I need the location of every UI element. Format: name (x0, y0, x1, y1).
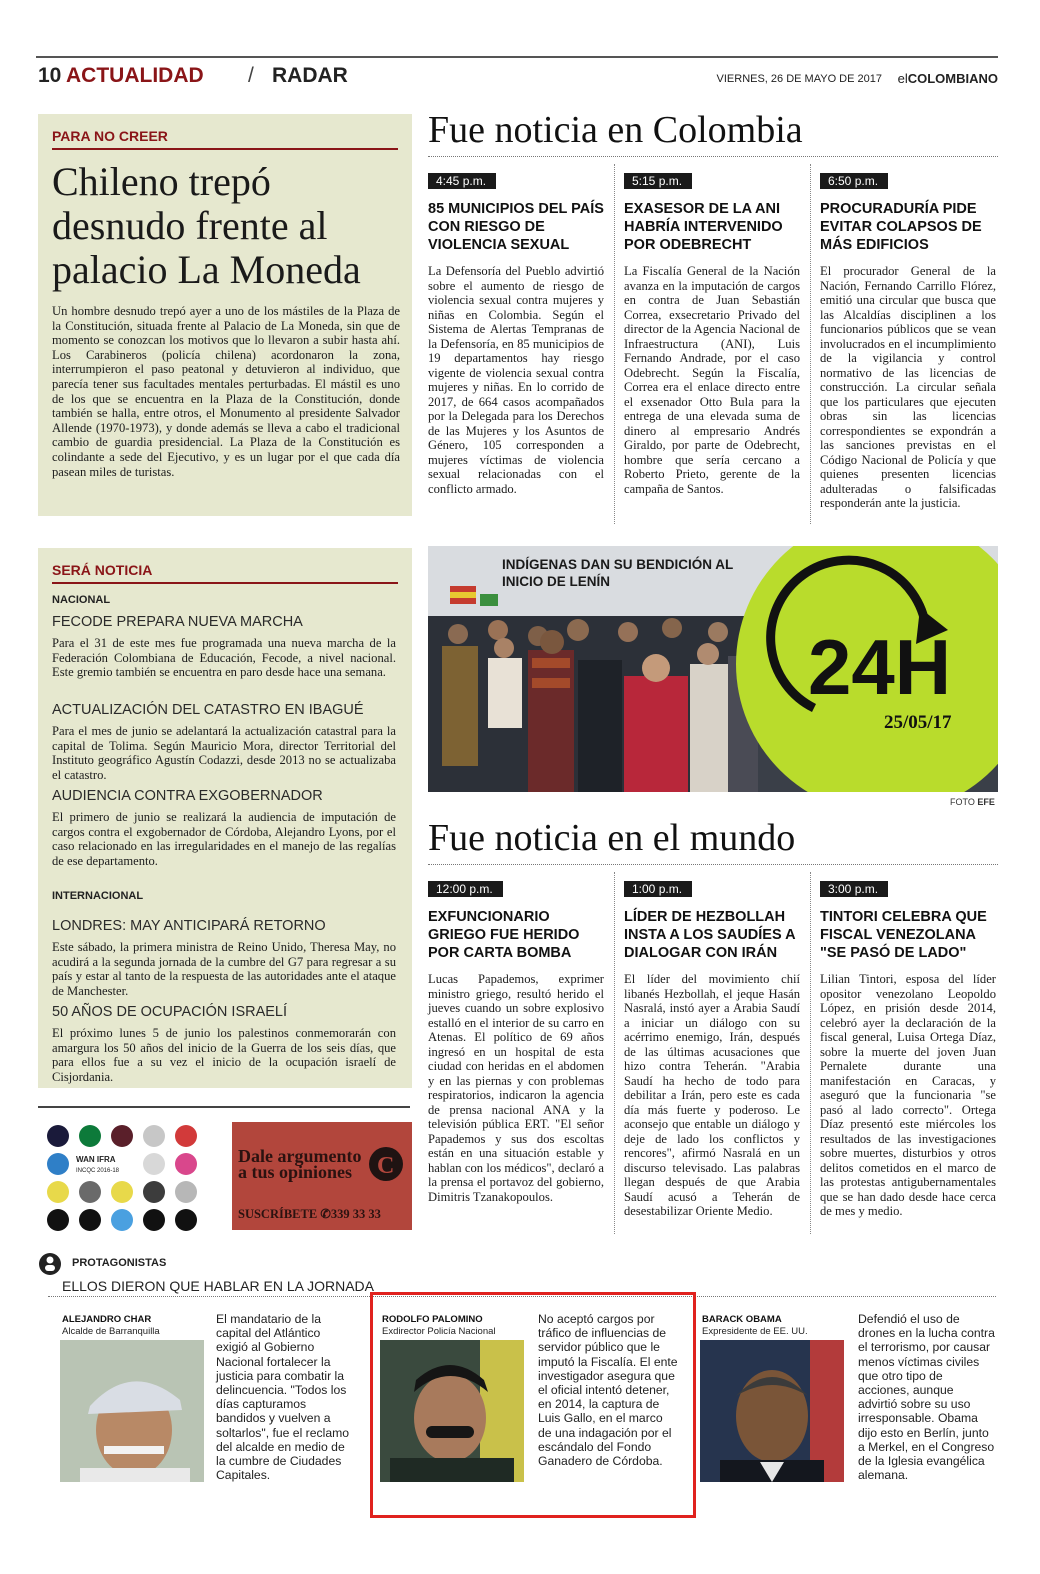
time-badge: 12:00 p.m. (428, 881, 503, 897)
time-badge: 6:50 p.m. (820, 173, 888, 189)
sera-noticia-box (38, 548, 412, 1088)
kicker-rule (52, 148, 398, 150)
ad-subscribe (238, 1206, 381, 1222)
news-body: La Defensoría del Pueblo advirtió sobre el aumento de riesgo de violencia sexual contra mujeres y niñas en Colombia. Según el Sistema de Alertas Tempranas de la Defensoría, en 85 municipios de 19 departamentos hay riesgo vigente de violencia sexual contra mujeres y niñas. En lo corrido de 2017, de 664 casos acompañados por la Delegada para los Derechos de las Mujeres y los Asuntos de Género, 105 corresponden a mujeres víctimas de violencia sexual relacionadas con el conflicto armado. (428, 264, 604, 496)
news-body: El procurador General de la Nación, Fernando Carrillo Flórez, emitió una circular que busca que las Alcaldías disciplinen a los funcionarios públicos que se vean involucrados en el incumplimiento de la vigilancia y control normativo de las licencias de construcción. La circular señala que los particulares que ejecuten obras sin las licencias correspondientes se expondrán a las sanciones previstas en el Código Nacional de Policía y que quienes presenten licencias adulteradas o falsificadas responderán ante la justicia. (820, 264, 996, 510)
head (697, 643, 719, 665)
para-no-creer-body: Un hombre desnudo trepó ayer a uno de los mástiles de la Plaza de la Constitución, situada frente al Palacio de La Moneda, sin que de momento se conozcan los motivos que lo llevaron a subir hasta ahí. Los Carabineros (policía chilena) acordonaron la zona, interrumpieron el paso peatonal y detuvieron al individuo, que parecía tener sus facultades mentales perturbadas. El mástil es uno de los que se encuentra en la Plaza de la Constitución, donde también se halla, entre otros, el Monumento al presidente Salvador Allende (1970-1973), y donde además se lleva a cabo el tradicional cambio de guardia presidencial. La Plaza de la Constitución es colindante a sede del Ejecutivo, y es un lugar por el que cada día pasean miles de turistas. (52, 304, 400, 479)
poncho-stripe (532, 678, 570, 688)
photo-credit-label: FOTO (950, 797, 975, 807)
color-dot (175, 1209, 197, 1231)
protagonistas-subtitle: ELLOS DIERON QUE HABLAR EN LA JORNADA (62, 1278, 374, 1294)
color-dot (47, 1209, 69, 1231)
protagonistas-kicker: PROTAGONISTAS (72, 1257, 167, 1269)
poncho-stripe (532, 658, 570, 668)
ad-slogan: Dale argumento a tus opiniones (238, 1146, 362, 1182)
news-body: Lucas Papademos, exprimer ministro griego, resultó herido el jueves cuando un sobre explosivo estalló en el interior de su carro en Atenas. El político de 69 años ingresó en un hospital de esta ciudad con heridas en el abdomen y en las piernas y con problemas respiratorios, indicaron la agencia de prensa nacional ANA y la televisión pública ERT. "El señor Papademos y sus dos escoltas están en una situación estable y hablan con los médicos", declaró a la prensa el portavoz del gobierno, Dimitris Tzanakopoulos. (428, 972, 604, 1204)
news-body: La Fiscalía General de la Nación avanza en la imputación de cargos en contra de Juan Sebastián Correa, exsecretario Privado del director de la Agencia Nacional de Infraestructura (ANI), Luis Fernando Andrade, por el caso Odebrecht. Según la Fiscalía, Correa era el enlace directo entre el exsenador Otto Bula para la entrega de una elevada suma de dinero al empresario Andrés Giraldo, por parte de Odebrecht, hombre que sería cercano a Roberto Prieto, gerente de la campaña de Santos. (624, 264, 800, 496)
flag-stripe (450, 592, 476, 598)
head (494, 638, 514, 658)
colombia-section-title: Fue noticia en Colombia (428, 109, 803, 151)
news-item (820, 172, 996, 511)
time-badge: 5:15 p.m. (624, 173, 692, 189)
news-headline: EXFUNCIONARIO GRIEGO FUE HERIDO POR CARTA BOMBA (428, 909, 580, 961)
protagonist-role: Alcalde de Barranquilla (62, 1326, 160, 1337)
color-dot (143, 1125, 165, 1147)
color-dot (143, 1181, 165, 1203)
page-header (36, 64, 998, 92)
para-no-creer-box (38, 114, 412, 516)
page-number: 10 (38, 64, 62, 87)
photo-credit-agency: EFE (977, 797, 995, 807)
column-separator (810, 872, 811, 1234)
print-color-control-strip (40, 1120, 220, 1232)
person-red (624, 676, 688, 792)
protagonist-name: BARACK OBAMA (702, 1314, 782, 1325)
highlight-box (370, 1292, 696, 1518)
photo-credit (950, 797, 995, 807)
alejandro-char-photo (60, 1340, 204, 1482)
sn-body: Para el 31 de este mes fue programada una nueva marcha de la Federación Colombiana de Educación, Fecode, a nivel nacional. Este gremio también se encuentra en paro desde hace una semana. (52, 636, 396, 680)
brand-name: COLOMBIANO (907, 71, 998, 86)
logo-date: 25/05/17 (884, 712, 952, 733)
person-poncho (528, 650, 574, 792)
protagonist-role: Exdirector Policía Nacional (382, 1326, 496, 1337)
color-dot (143, 1153, 165, 1175)
color-dot (47, 1153, 69, 1175)
color-dot (111, 1125, 133, 1147)
color-dot (47, 1181, 69, 1203)
news-headline: LÍDER DE HEZBOLLAH INSTA A LOS SAUDÍES A DIALOGAR CON IRÁN (624, 909, 796, 961)
protagonist-text: No aceptó cargos por tráfico de influencias de servidor público que le imputó la Fiscalía. El ente investigador asegura que el oficial intentó detener, en 2014, la captura de Luis Gallo, en el marco de una indagación por el escándalo del Fondo Ganadero de Córdoba. (538, 1312, 678, 1469)
news-item (820, 880, 996, 1219)
phone-icon: ✆ (320, 1207, 331, 1221)
news-headline: 85 MUNICIPIOS DEL PAÍS CON RIESGO DE VIOLENCIA SEXUAL (428, 201, 604, 253)
person (578, 660, 622, 792)
head (540, 630, 564, 654)
color-dot (47, 1125, 69, 1147)
kicker-rule (52, 582, 398, 584)
protagonist-text: El mandatario de la capital del Atlántico exigió al Gobierno Nacional fortalecer la justicia para combatir la delincuencia. "Todos los días capturamos bandidos y vuelven a soltarlos", fue el reclamo del alcalde en medio de la cumbre de Ciudades Capitales. (216, 1312, 350, 1483)
color-dot (79, 1125, 101, 1147)
news-body: Lilian Tintori, esposa del líder opositor venezolano Leopoldo López, en prisión desde 2014, celebró ayer la declaración de la fiscal general, Luisa Ortega Díaz, sobre la muerte del joven Juan Pernalete durante una manifestación en Caracas, y aseguró que la funcionaria "se pasó al lado correcto". Ortega Díaz presentó este miércoles los resultados de las investigaciones sobre muertes, disturbios y otros delitos cometidos en el marco de las protestas antigubernamentales que se han dado desde hace cerca de mes y medio. (820, 972, 996, 1218)
sn-body: Para el mes de junio se adelantará la actualización catastral para la capital de Tolima. Según Mauricio Mora, director Territorial del Instituto geográfico Agustín Codazzi, desde 2013 no se actualizaba el catastro. (52, 724, 396, 782)
column-separator (614, 872, 615, 1234)
head (662, 618, 682, 638)
news-item (624, 172, 800, 496)
nacional-label: NACIONAL (52, 594, 111, 606)
sn-body: Este sábado, la primera ministra de Reino Unido, Theresa May, no acudirá a la segunda jornada de la cumbre del G7 para regresar a su país y estar al tanto de la respuesta de las autoridades ante el ataque de Manchester. (52, 940, 396, 998)
sera-noticia-kicker: SERÁ NOTICIA (52, 562, 153, 578)
news-headline: EXASESOR DE LA ANI HABRÍA INTERVENIDO POR ODEBRECHT (624, 201, 783, 253)
sn-headline: 50 AÑOS DE OCUPACIÓN ISRAELÍ (52, 1004, 288, 1020)
color-dot (175, 1125, 197, 1147)
person (690, 664, 730, 792)
head (708, 622, 728, 642)
photo-caption: INDÍGENAS DAN SU BENDICIÓN AL INICIO DE LENÍN (502, 557, 734, 589)
section-rule (428, 864, 998, 865)
color-dot (111, 1209, 133, 1231)
news-body: El líder del movimiento chií libanés Hezbollah, el jeque Hasán Nasralá, instó ayer a Arabia Saudí a iniciar un diálogo con su acérrimo enemigo, Irán, después de las últimas acusaciones que hizo contra Teherán. "Arabia Saudí ha hecho de todo para debilitar a Irán, pero este es cada día más fuerte y poderoso. Le aconsejo que entable un diálogo y deje de lado los conflictos y rencores", afirmó Nasralá en un discurso televisado. Las palabras llegan después de que Arabia Saudí acusó a Teherán de desestabilizar Oriente Medio. (624, 972, 800, 1218)
wan-ifra-label: WAN IFRA (76, 1155, 116, 1164)
head (567, 619, 589, 641)
time-badge: 3:00 p.m. (820, 881, 888, 897)
color-dot (175, 1153, 197, 1175)
protagonist-text: Defendió el uso de drones en la lucha contra el terrorismo, por causar menos víctimas civiles que otro tipo de acciones, aunque advirtió sobre su uso irresponsable. Obama dijo esto en Berlín, junto a Merkel, en el Congreso de la Iglesia evangélica alemana. (858, 1312, 995, 1483)
news-item (428, 880, 604, 1204)
color-dot (111, 1181, 133, 1203)
ad-subscribe-label: SUSCRÍBETE (238, 1207, 318, 1221)
time-badge: 4:45 p.m. (428, 173, 496, 189)
sn-headline: AUDIENCIA CONTRA EXGOBERNADOR (52, 788, 323, 804)
time-badge: 1:00 p.m. (624, 881, 692, 897)
svg-text:C: C (377, 1153, 395, 1179)
person (442, 646, 478, 766)
news-item (428, 172, 604, 496)
issue-date: VIERNES, 26 DE MAYO DE 2017 (716, 73, 882, 85)
subsection-name: RADAR (272, 64, 348, 87)
brand-prefix: el (897, 71, 908, 86)
mundo-section-title: Fue noticia en el mundo (428, 817, 796, 859)
el-colombiano-c-icon (368, 1146, 404, 1182)
color-dot (143, 1209, 165, 1231)
sn-body: El próximo lunes 5 de junio los palestinos conmemorarán con amargura los 50 años del inicio de la Guerra de los seis días, que para ellos fue a su vez el inicio de la ocupación israelí de Cisjordania. (52, 1026, 396, 1084)
incqc-label: INCQC 2016-18 (76, 1168, 120, 1174)
color-dot (175, 1181, 197, 1203)
news-headline: TINTORI CELEBRA QUE FISCAL VENEZOLANA "SE PASÓ DE LADO" (820, 909, 987, 961)
top-rule (36, 56, 998, 58)
head (488, 620, 508, 640)
news-headline: PROCURADURÍA PIDE EVITAR COLAPSOS DE MÁS EDIFICIOS (820, 201, 982, 253)
protagonist-role: Expresidente de EE. UU. (702, 1326, 808, 1337)
color-dot (79, 1209, 101, 1231)
section-rule (428, 156, 998, 157)
sn-headline: ACTUALIZACIÓN DEL CATASTRO EN IBAGUÉ (52, 702, 364, 718)
divider (38, 1106, 410, 1108)
head (642, 654, 670, 682)
head (448, 624, 468, 644)
person (488, 658, 522, 728)
logo-24h-text: 24H (808, 623, 952, 711)
para-no-creer-title: Chileno trepó desnudo frente al palacio La Moneda (52, 159, 361, 292)
internacional-label: INTERNACIONAL (52, 890, 144, 902)
barack-obama-photo (700, 1340, 844, 1482)
news-photo (428, 546, 998, 792)
subscription-ad[interactable] (232, 1122, 412, 1230)
news-item (624, 880, 800, 1219)
head (618, 622, 638, 642)
section-separator: / (248, 64, 254, 87)
section-name: ACTUALIDAD (66, 64, 204, 87)
sn-headline: LONDRES: MAY ANTICIPARÁ RETORNO (52, 918, 326, 934)
sn-headline: FECODE PREPARA NUEVA MARCHA (52, 614, 303, 630)
sn-body: El primero de junio se realizará la audiencia de imputación de cargos contra el exgobernador de Córdoba, Alejandro Lyons, por el caso relacionado en las irregularidades en el manejo de las regalías de ese departamento. (52, 810, 396, 868)
para-no-creer-kicker: PARA NO CREER (52, 128, 168, 144)
ad-phone: 339 33 33 (330, 1207, 381, 1221)
protagonist-name: RODOLFO PALOMINO (382, 1314, 483, 1325)
protagonist-name: ALEJANDRO CHAR (62, 1314, 152, 1325)
color-dot (79, 1181, 101, 1203)
flag (480, 594, 498, 606)
person-icon (38, 1252, 62, 1276)
column-separator (614, 164, 615, 524)
column-separator (810, 164, 811, 524)
newspaper-logo (898, 71, 998, 86)
